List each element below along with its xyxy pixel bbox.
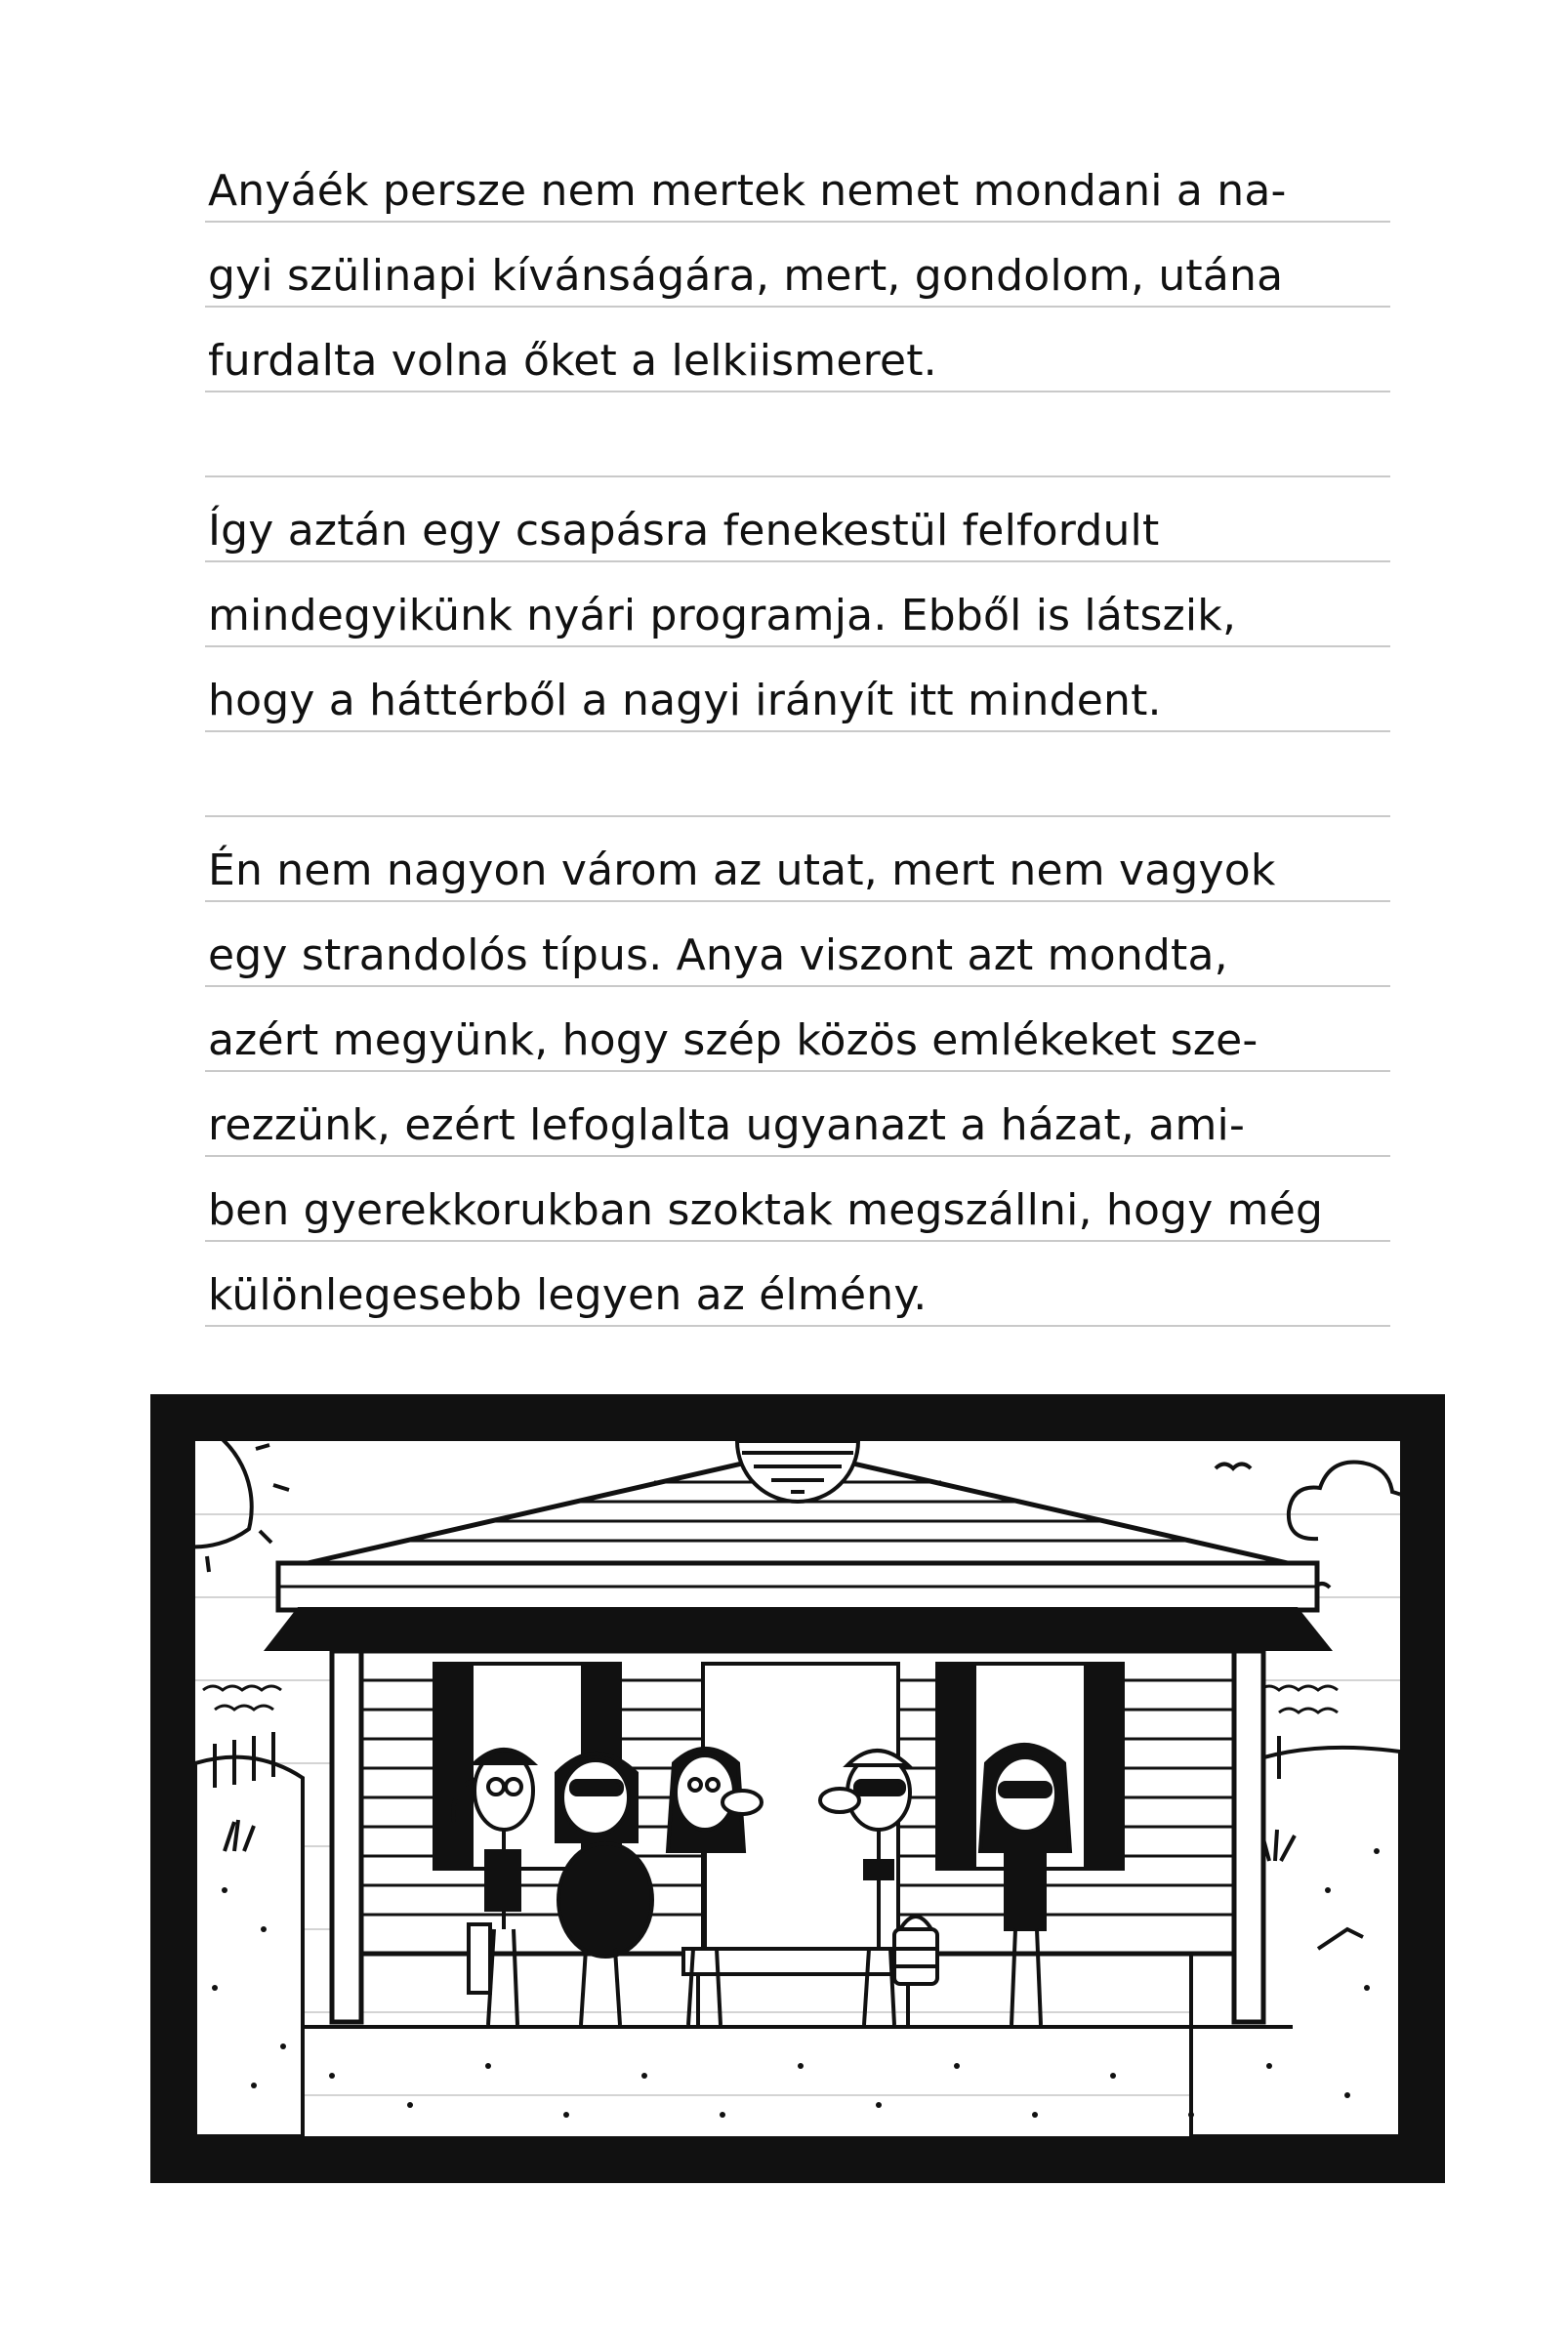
ruled-line bbox=[205, 475, 1390, 477]
ruled-line bbox=[205, 306, 1390, 308]
beach-house-illustration bbox=[195, 1441, 1400, 2136]
text-line: ben gyerekkorukban szoktak megszállni, hogy még bbox=[208, 1185, 1324, 1235]
text-line: egy strandolós típus. Anya viszont azt mondta, bbox=[208, 930, 1228, 980]
ruled-line bbox=[205, 391, 1390, 392]
text-line: hogy a háttérből a nagyi irányít itt mindent. bbox=[208, 676, 1162, 725]
text-line: furdalta volna őket a lelkiismeret. bbox=[208, 336, 937, 386]
ruled-line bbox=[205, 1325, 1390, 1327]
illustration-frame bbox=[150, 1394, 1445, 2183]
text-line: Anyáék persze nem mertek nemet mondani a na- bbox=[208, 166, 1287, 216]
ruled-line bbox=[205, 645, 1390, 647]
text-line: mindegyikünk nyári programja. Ebből is látszik, bbox=[208, 591, 1237, 640]
ruled-line bbox=[205, 221, 1390, 223]
ruled-line bbox=[205, 560, 1390, 562]
text-line: különlegesebb legyen az élmény. bbox=[208, 1270, 928, 1320]
text-line: azért megyünk, hogy szép közös emlékeket sze- bbox=[208, 1015, 1259, 1065]
text-line: Én nem nagyon várom az utat, mert nem vagyok bbox=[208, 846, 1276, 895]
ruled-line bbox=[205, 900, 1390, 902]
ruled-line bbox=[205, 730, 1390, 732]
text-line: gyi szülinapi kívánságára, mert, gondolom, utána bbox=[208, 251, 1284, 301]
ruled-line bbox=[205, 1070, 1390, 1072]
ruled-line bbox=[205, 985, 1390, 987]
ruled-line bbox=[205, 815, 1390, 817]
ruled-line bbox=[205, 1240, 1390, 1242]
text-line: Így aztán egy csapásra fenekestül felfordult bbox=[208, 506, 1160, 556]
ruled-line bbox=[205, 1155, 1390, 1157]
text-line: rezzünk, ezért lefoglalta ugyanazt a házat, ami- bbox=[208, 1100, 1246, 1150]
